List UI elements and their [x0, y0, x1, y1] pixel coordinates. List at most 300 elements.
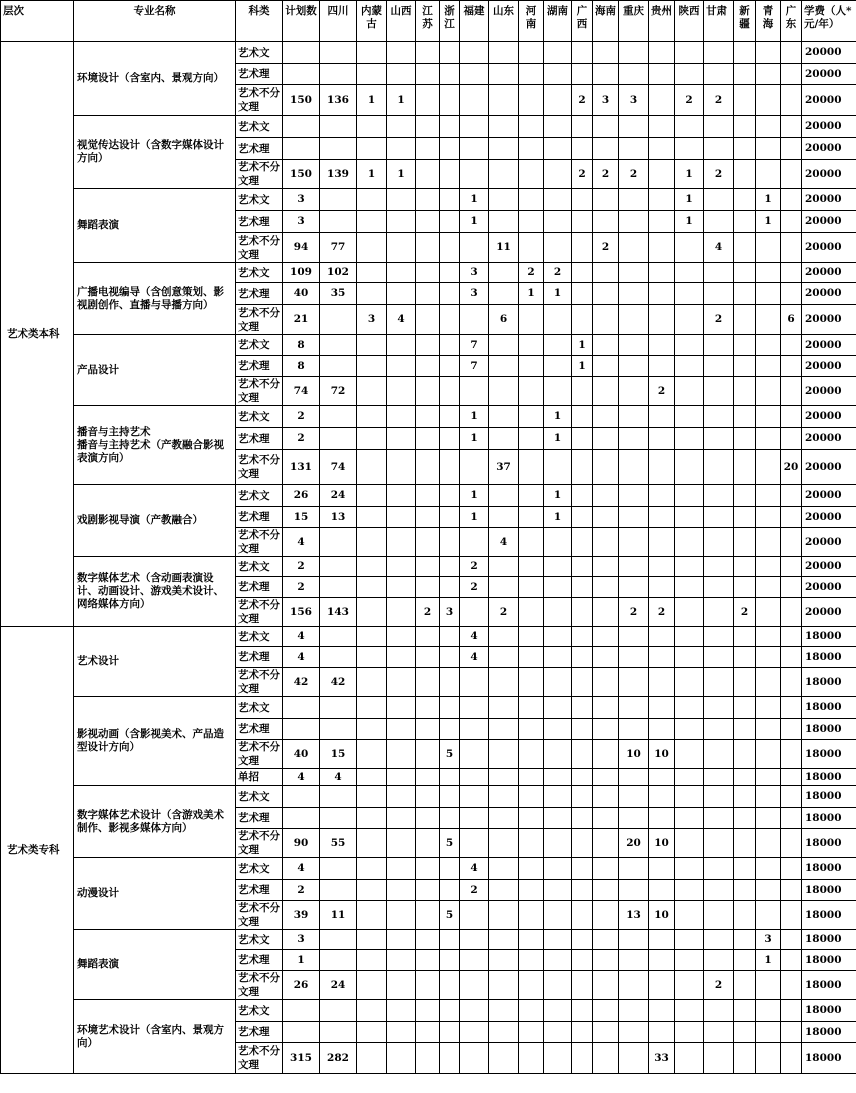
quota-cell: 6	[781, 305, 802, 335]
quota-cell	[675, 627, 704, 647]
quota-cell	[357, 598, 387, 627]
major-name-cell: 数字媒体艺术设计（含游戏美术制作、影视多媒体方向）	[74, 786, 236, 858]
quota-cell	[734, 697, 756, 719]
quota-cell	[572, 485, 593, 507]
tuition-cell: 18000	[802, 971, 856, 1000]
table-row	[1, 697, 856, 719]
quota-cell	[416, 211, 440, 233]
quota-cell	[593, 42, 619, 64]
quota-cell	[544, 901, 572, 930]
quota-cell	[649, 668, 675, 697]
quota-cell	[320, 697, 357, 719]
quota-cell	[572, 598, 593, 627]
quota-cell	[519, 1000, 544, 1022]
tuition-cell: 20000	[802, 598, 856, 627]
quota-cell	[416, 507, 440, 528]
subject-category-cell: 艺术文	[236, 858, 283, 880]
quota-cell	[734, 485, 756, 507]
quota-cell	[489, 160, 519, 189]
quota-cell	[756, 64, 781, 85]
tuition-cell: 20000	[802, 160, 856, 189]
tuition-cell: 18000	[802, 769, 856, 786]
quota-cell	[416, 85, 440, 116]
quota-cell	[440, 406, 460, 428]
quota-cell	[781, 116, 802, 138]
quota-cell: 2	[283, 406, 320, 428]
quota-cell	[704, 428, 734, 450]
quota-cell	[649, 719, 675, 740]
quota-cell	[320, 356, 357, 377]
quota-cell	[460, 719, 489, 740]
quota-cell	[572, 577, 593, 598]
quota-cell	[572, 507, 593, 528]
quota-cell	[440, 377, 460, 406]
quota-cell: 2	[572, 160, 593, 189]
quota-cell	[675, 930, 704, 950]
quota-cell: 74	[283, 377, 320, 406]
quota-cell: 2	[460, 880, 489, 901]
quota-cell	[440, 485, 460, 507]
major-name-cell: 环境艺术设计（含室内、景观方向）	[74, 1000, 236, 1074]
quota-cell	[593, 829, 619, 858]
quota-cell	[544, 627, 572, 647]
quota-cell	[734, 557, 756, 577]
quota-cell	[593, 377, 619, 406]
quota-cell: 1	[756, 950, 781, 971]
quota-cell	[489, 1022, 519, 1043]
quota-cell	[734, 880, 756, 901]
quota-cell	[704, 598, 734, 627]
quota-cell	[572, 880, 593, 901]
quota-cell	[544, 1043, 572, 1074]
subject-category-cell: 艺术文	[236, 485, 283, 507]
quota-cell	[619, 647, 649, 668]
quota-cell	[357, 880, 387, 901]
quota-cell	[675, 786, 704, 808]
quota-cell	[675, 880, 704, 901]
tuition-cell: 18000	[802, 697, 856, 719]
quota-cell	[387, 507, 416, 528]
quota-cell	[734, 769, 756, 786]
quota-cell	[440, 450, 460, 485]
quota-cell: 4	[320, 769, 357, 786]
quota-cell	[544, 85, 572, 116]
quota-cell	[704, 769, 734, 786]
quota-cell: 10	[649, 829, 675, 858]
quota-cell	[416, 377, 440, 406]
quota-cell	[593, 138, 619, 160]
quota-cell	[416, 647, 440, 668]
quota-cell: 24	[320, 971, 357, 1000]
quota-cell	[675, 116, 704, 138]
subject-category-cell: 艺术理	[236, 647, 283, 668]
quota-cell: 1	[357, 85, 387, 116]
quota-cell: 26	[283, 485, 320, 507]
quota-cell	[320, 305, 357, 335]
quota-cell	[675, 450, 704, 485]
quota-cell	[320, 116, 357, 138]
quota-cell	[756, 406, 781, 428]
quota-cell	[704, 697, 734, 719]
quota-cell	[781, 42, 802, 64]
quota-cell	[416, 1022, 440, 1043]
quota-cell	[440, 719, 460, 740]
quota-cell	[593, 428, 619, 450]
quota-cell	[593, 507, 619, 528]
quota-cell	[357, 627, 387, 647]
quota-cell	[387, 485, 416, 507]
quota-cell	[416, 528, 440, 557]
quota-cell	[460, 829, 489, 858]
quota-cell: 94	[283, 233, 320, 263]
quota-cell	[704, 138, 734, 160]
quota-cell	[781, 189, 802, 211]
quota-cell	[734, 577, 756, 598]
tuition-cell: 20000	[802, 189, 856, 211]
major-name-cell: 戏剧影视导演（产教融合）	[74, 485, 236, 557]
quota-cell	[649, 577, 675, 598]
quota-cell	[704, 557, 734, 577]
quota-cell: 1	[460, 485, 489, 507]
quota-cell	[649, 808, 675, 829]
quota-cell	[519, 786, 544, 808]
quota-cell: 3	[440, 598, 460, 627]
quota-cell	[572, 450, 593, 485]
quota-cell	[619, 189, 649, 211]
subject-category-cell: 艺术文	[236, 263, 283, 283]
quota-cell: 1	[675, 160, 704, 189]
quota-cell	[593, 808, 619, 829]
quota-cell	[416, 64, 440, 85]
quota-cell	[781, 428, 802, 450]
quota-cell	[675, 356, 704, 377]
quota-cell	[320, 528, 357, 557]
quota-cell	[440, 356, 460, 377]
quota-cell	[756, 356, 781, 377]
quota-cell	[440, 1022, 460, 1043]
quota-cell	[283, 1022, 320, 1043]
quota-cell: 13	[619, 901, 649, 930]
quota-cell	[387, 786, 416, 808]
quota-cell	[489, 1043, 519, 1074]
quota-cell	[675, 233, 704, 263]
quota-cell	[440, 189, 460, 211]
quota-cell	[593, 647, 619, 668]
quota-cell	[649, 786, 675, 808]
quota-cell	[593, 858, 619, 880]
quota-cell	[440, 786, 460, 808]
quota-cell	[649, 627, 675, 647]
column-header: 河南	[519, 1, 544, 42]
column-header: 专业名称	[74, 1, 236, 42]
quota-cell: 2	[675, 85, 704, 116]
quota-cell	[519, 971, 544, 1000]
column-header: 浙江	[440, 1, 460, 42]
quota-cell	[460, 1000, 489, 1022]
quota-cell	[387, 769, 416, 786]
table-row	[1, 485, 856, 507]
column-header: 广东	[781, 1, 802, 42]
quota-cell	[519, 377, 544, 406]
quota-cell: 3	[357, 305, 387, 335]
quota-cell	[704, 377, 734, 406]
quota-cell	[734, 450, 756, 485]
quota-cell	[416, 740, 440, 769]
quota-cell	[704, 450, 734, 485]
quota-cell	[544, 450, 572, 485]
quota-cell	[544, 42, 572, 64]
quota-cell	[460, 697, 489, 719]
quota-cell	[675, 428, 704, 450]
quota-cell	[544, 64, 572, 85]
quota-cell	[593, 598, 619, 627]
quota-cell: 39	[283, 901, 320, 930]
quota-cell	[519, 406, 544, 428]
table-row	[1, 627, 856, 647]
quota-cell	[756, 485, 781, 507]
quota-cell	[781, 485, 802, 507]
quota-cell	[357, 116, 387, 138]
quota-cell	[416, 557, 440, 577]
tuition-cell: 20000	[802, 42, 856, 64]
quota-cell: 1	[544, 507, 572, 528]
column-header: 甘肃	[704, 1, 734, 42]
quota-cell: 5	[440, 829, 460, 858]
quota-cell	[416, 1043, 440, 1074]
quota-cell: 55	[320, 829, 357, 858]
quota-cell	[320, 64, 357, 85]
quota-cell	[619, 557, 649, 577]
quota-cell	[489, 42, 519, 64]
quota-cell	[544, 528, 572, 557]
quota-cell: 2	[544, 263, 572, 283]
quota-cell	[460, 305, 489, 335]
quota-cell	[572, 528, 593, 557]
quota-cell: 4	[283, 627, 320, 647]
quota-cell	[734, 719, 756, 740]
column-header: 海南	[593, 1, 619, 42]
quota-cell	[572, 189, 593, 211]
quota-cell	[781, 598, 802, 627]
quota-cell	[460, 138, 489, 160]
subject-category-cell: 艺术理	[236, 283, 283, 305]
quota-cell	[320, 880, 357, 901]
quota-cell	[649, 85, 675, 116]
quota-cell	[357, 668, 387, 697]
quota-cell: 3	[283, 930, 320, 950]
subject-category-cell: 艺术不分文理	[236, 971, 283, 1000]
quota-cell	[593, 740, 619, 769]
quota-cell	[519, 769, 544, 786]
quota-cell	[593, 211, 619, 233]
quota-cell	[572, 305, 593, 335]
column-header: 福建	[460, 1, 489, 42]
quota-cell	[357, 950, 387, 971]
quota-cell	[572, 740, 593, 769]
quota-cell	[704, 263, 734, 283]
quota-cell: 4	[387, 305, 416, 335]
quota-cell: 11	[489, 233, 519, 263]
quota-cell	[387, 406, 416, 428]
quota-cell	[519, 189, 544, 211]
quota-cell	[781, 858, 802, 880]
quota-cell	[416, 901, 440, 930]
quota-cell	[572, 901, 593, 930]
quota-cell	[460, 233, 489, 263]
quota-cell	[387, 1043, 416, 1074]
quota-cell	[489, 668, 519, 697]
quota-cell	[440, 507, 460, 528]
quota-cell	[320, 211, 357, 233]
quota-cell	[704, 901, 734, 930]
quota-cell	[734, 377, 756, 406]
tuition-cell: 18000	[802, 858, 856, 880]
quota-cell	[357, 858, 387, 880]
subject-category-cell: 艺术不分文理	[236, 528, 283, 557]
quota-cell	[387, 930, 416, 950]
quota-cell	[781, 160, 802, 189]
quota-cell	[572, 697, 593, 719]
quota-cell	[593, 406, 619, 428]
quota-cell	[320, 950, 357, 971]
quota-cell	[704, 668, 734, 697]
quota-cell	[283, 64, 320, 85]
quota-cell	[704, 647, 734, 668]
quota-cell	[619, 377, 649, 406]
quota-cell	[416, 428, 440, 450]
quota-cell	[357, 557, 387, 577]
quota-cell	[416, 116, 440, 138]
quota-cell	[734, 507, 756, 528]
subject-category-cell: 艺术文	[236, 930, 283, 950]
quota-cell	[387, 64, 416, 85]
quota-cell: 1	[357, 160, 387, 189]
quota-cell	[460, 450, 489, 485]
quota-cell	[649, 697, 675, 719]
quota-cell	[593, 880, 619, 901]
tuition-cell: 20000	[802, 283, 856, 305]
column-header: 四川	[320, 1, 357, 42]
column-header: 层次	[1, 1, 74, 42]
quota-cell	[675, 138, 704, 160]
quota-cell: 3	[756, 930, 781, 950]
quota-cell	[440, 64, 460, 85]
quota-cell	[440, 305, 460, 335]
quota-cell	[440, 668, 460, 697]
quota-cell	[387, 598, 416, 627]
quota-cell	[544, 719, 572, 740]
quota-cell	[572, 971, 593, 1000]
quota-cell	[544, 858, 572, 880]
quota-cell	[519, 930, 544, 950]
subject-category-cell: 艺术文	[236, 697, 283, 719]
quota-cell	[387, 138, 416, 160]
quota-cell	[781, 211, 802, 233]
quota-cell	[283, 808, 320, 829]
quota-cell	[320, 647, 357, 668]
quota-cell	[781, 557, 802, 577]
quota-cell	[675, 858, 704, 880]
quota-cell	[416, 406, 440, 428]
subject-category-cell: 艺术不分文理	[236, 829, 283, 858]
quota-cell	[781, 880, 802, 901]
quota-cell	[619, 1000, 649, 1022]
quota-cell: 150	[283, 160, 320, 189]
quota-cell	[489, 769, 519, 786]
quota-cell	[357, 769, 387, 786]
quota-cell	[357, 647, 387, 668]
quota-cell: 11	[320, 901, 357, 930]
quota-cell	[756, 577, 781, 598]
subject-category-cell: 艺术不分文理	[236, 450, 283, 485]
quota-cell	[416, 719, 440, 740]
quota-cell	[734, 786, 756, 808]
quota-cell: 37	[489, 450, 519, 485]
major-name-cell: 环境设计（含室内、景观方向）	[74, 42, 236, 116]
quota-cell: 3	[593, 85, 619, 116]
subject-category-cell: 艺术理	[236, 507, 283, 528]
quota-cell	[619, 283, 649, 305]
quota-cell	[675, 950, 704, 971]
quota-cell	[619, 64, 649, 85]
subject-category-cell: 艺术不分文理	[236, 160, 283, 189]
subject-category-cell: 艺术不分文理	[236, 377, 283, 406]
table-row	[1, 42, 856, 64]
quota-cell	[489, 858, 519, 880]
quota-cell: 1	[756, 189, 781, 211]
quota-cell	[619, 971, 649, 1000]
quota-cell	[387, 377, 416, 406]
quota-cell	[283, 697, 320, 719]
quota-cell: 40	[283, 283, 320, 305]
quota-cell	[649, 858, 675, 880]
quota-cell	[756, 901, 781, 930]
quota-cell	[440, 528, 460, 557]
quota-cell	[489, 1000, 519, 1022]
quota-cell: 42	[320, 668, 357, 697]
quota-cell	[734, 211, 756, 233]
quota-cell	[440, 116, 460, 138]
quota-cell	[704, 577, 734, 598]
quota-cell	[734, 829, 756, 858]
quota-cell: 2	[460, 557, 489, 577]
quota-cell	[675, 668, 704, 697]
quota-cell	[756, 647, 781, 668]
column-header: 新疆	[734, 1, 756, 42]
quota-cell	[544, 1000, 572, 1022]
quota-cell	[781, 233, 802, 263]
quota-cell	[357, 577, 387, 598]
tuition-cell: 18000	[802, 719, 856, 740]
quota-cell	[704, 627, 734, 647]
table-row	[1, 1000, 856, 1022]
quota-cell	[519, 85, 544, 116]
quota-cell: 1	[519, 283, 544, 305]
quota-cell	[781, 1000, 802, 1022]
quota-cell	[572, 647, 593, 668]
quota-cell	[572, 786, 593, 808]
quota-cell	[519, 233, 544, 263]
quota-cell	[320, 557, 357, 577]
quota-cell	[649, 406, 675, 428]
tuition-cell: 20000	[802, 233, 856, 263]
quota-cell: 24	[320, 485, 357, 507]
quota-cell: 4	[460, 627, 489, 647]
subject-category-cell: 艺术文	[236, 627, 283, 647]
quota-cell: 1	[460, 428, 489, 450]
quota-cell	[460, 808, 489, 829]
quota-cell	[440, 858, 460, 880]
